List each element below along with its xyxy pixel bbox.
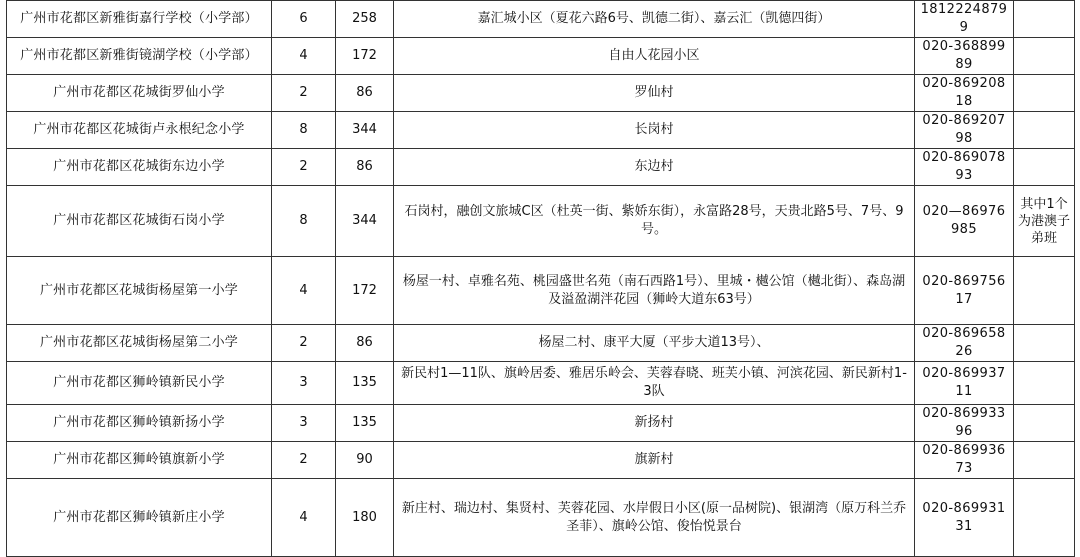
table-row bbox=[7, 257, 1075, 325]
student-count-cell: 344 bbox=[336, 186, 394, 257]
enrollment-area-cell: 旗新村 bbox=[394, 442, 915, 479]
enrollment-area-cell: 新扬村 bbox=[394, 405, 915, 442]
student-count-cell: 180 bbox=[336, 479, 394, 557]
phone-cell: 18122248799 bbox=[915, 1, 1014, 38]
phone-cell: 020-86993711 bbox=[915, 362, 1014, 405]
table-row bbox=[7, 442, 1075, 479]
school-name-cell: 广州市花都区花城街石岗小学 bbox=[7, 186, 272, 257]
student-count-cell: 135 bbox=[336, 405, 394, 442]
note-cell bbox=[1014, 75, 1075, 112]
class-count-cell: 2 bbox=[272, 75, 336, 112]
class-count-cell: 2 bbox=[272, 149, 336, 186]
phone-cell: 020-86965826 bbox=[915, 325, 1014, 362]
table-row bbox=[7, 186, 1075, 257]
school-name-cell: 广州市花都区新雅街嘉行学校（小学部） bbox=[7, 1, 272, 38]
school-name-cell: 广州市花都区狮岭镇新民小学 bbox=[7, 362, 272, 405]
note-cell bbox=[1014, 149, 1075, 186]
table-row bbox=[7, 362, 1075, 405]
class-count-cell: 4 bbox=[272, 257, 336, 325]
enrollment-area-cell: 长岗村 bbox=[394, 112, 915, 149]
enrollment-area-cell: 杨屋一村、卓雅名苑、桃园盛世名苑（南石西路1号）、里城・樾公馆（樾北街）、森岛湖及溢盈湖泮花园（狮岭大道东63号） bbox=[394, 257, 915, 325]
note-cell bbox=[1014, 1, 1075, 38]
enrollment-area-cell: 新庄村、瑞边村、集贤村、芙蓉花园、水岸假日小区(原一品树院)、银湖湾（原万科兰乔圣菲）、旗岭公馆、俊怡悦景台 bbox=[394, 479, 915, 557]
school-name-cell: 广州市花都区花城街杨屋第一小学 bbox=[7, 257, 272, 325]
student-count-cell: 86 bbox=[336, 75, 394, 112]
phone-cell: 020-86920818 bbox=[915, 75, 1014, 112]
class-count-cell: 8 bbox=[272, 186, 336, 257]
school-name-cell: 广州市花都区花城街杨屋第二小学 bbox=[7, 325, 272, 362]
class-count-cell: 4 bbox=[272, 479, 336, 557]
note-cell bbox=[1014, 405, 1075, 442]
class-count-cell: 3 bbox=[272, 405, 336, 442]
student-count-cell: 172 bbox=[336, 257, 394, 325]
class-count-cell: 3 bbox=[272, 362, 336, 405]
student-count-cell: 344 bbox=[336, 112, 394, 149]
enrollment-area-cell: 东边村 bbox=[394, 149, 915, 186]
school-name-cell: 广州市花都区狮岭镇新庄小学 bbox=[7, 479, 272, 557]
student-count-cell: 135 bbox=[336, 362, 394, 405]
phone-cell: 020-36889989 bbox=[915, 38, 1014, 75]
table-row bbox=[7, 112, 1075, 149]
phone-cell: 020-86993673 bbox=[915, 442, 1014, 479]
phone-cell: 020-86975617 bbox=[915, 257, 1014, 325]
table-row bbox=[7, 1, 1075, 38]
note-cell bbox=[1014, 325, 1075, 362]
table-row bbox=[7, 38, 1075, 75]
phone-cell: 020-86993131 bbox=[915, 479, 1014, 557]
table-row bbox=[7, 479, 1075, 557]
note-cell: 其中1个为港澳子弟班 bbox=[1014, 186, 1075, 257]
enrollment-area-cell: 杨屋二村、康平大厦（平步大道13号）、 bbox=[394, 325, 915, 362]
phone-cell: 020-86993396 bbox=[915, 405, 1014, 442]
student-count-cell: 258 bbox=[336, 1, 394, 38]
table-row bbox=[7, 325, 1075, 362]
class-count-cell: 4 bbox=[272, 38, 336, 75]
enrollment-area-cell: 新民村1—11队、旗岭居委、雅居乐岭会、芙蓉春晓、班芙小镇、河滨花园、新民新村1-3队 bbox=[394, 362, 915, 405]
school-name-cell: 广州市花都区新雅街镜湖学校（小学部） bbox=[7, 38, 272, 75]
school-name-cell: 广州市花都区花城街东边小学 bbox=[7, 149, 272, 186]
student-count-cell: 172 bbox=[336, 38, 394, 75]
note-cell bbox=[1014, 38, 1075, 75]
school-name-cell: 广州市花都区狮岭镇旗新小学 bbox=[7, 442, 272, 479]
enrollment-area-cell: 罗仙村 bbox=[394, 75, 915, 112]
school-enrollment-table bbox=[6, 0, 1075, 557]
enrollment-area-cell: 自由人花园小区 bbox=[394, 38, 915, 75]
note-cell bbox=[1014, 257, 1075, 325]
note-cell bbox=[1014, 112, 1075, 149]
table-row bbox=[7, 149, 1075, 186]
school-name-cell: 广州市花都区花城街卢永根纪念小学 bbox=[7, 112, 272, 149]
school-name-cell: 广州市花都区花城街罗仙小学 bbox=[7, 75, 272, 112]
student-count-cell: 86 bbox=[336, 325, 394, 362]
enrollment-area-cell: 石岗村，融创文旅城C区（杜英一街、紫娇东街），永富路28号，天贵北路5号、7号、9号。 bbox=[394, 186, 915, 257]
student-count-cell: 90 bbox=[336, 442, 394, 479]
class-count-cell: 6 bbox=[272, 1, 336, 38]
student-count-cell: 86 bbox=[336, 149, 394, 186]
class-count-cell: 2 bbox=[272, 325, 336, 362]
table-row bbox=[7, 405, 1075, 442]
phone-cell: 020-86920798 bbox=[915, 112, 1014, 149]
school-name-cell: 广州市花都区狮岭镇新扬小学 bbox=[7, 405, 272, 442]
note-cell bbox=[1014, 362, 1075, 405]
phone-cell: 020—86976985 bbox=[915, 186, 1014, 257]
enrollment-area-cell: 嘉汇城小区（夏花六路6号、凯德二街）、嘉云汇（凯德四街） bbox=[394, 1, 915, 38]
note-cell bbox=[1014, 442, 1075, 479]
table-row bbox=[7, 75, 1075, 112]
class-count-cell: 2 bbox=[272, 442, 336, 479]
note-cell bbox=[1014, 479, 1075, 557]
phone-cell: 020-86907893 bbox=[915, 149, 1014, 186]
class-count-cell: 8 bbox=[272, 112, 336, 149]
